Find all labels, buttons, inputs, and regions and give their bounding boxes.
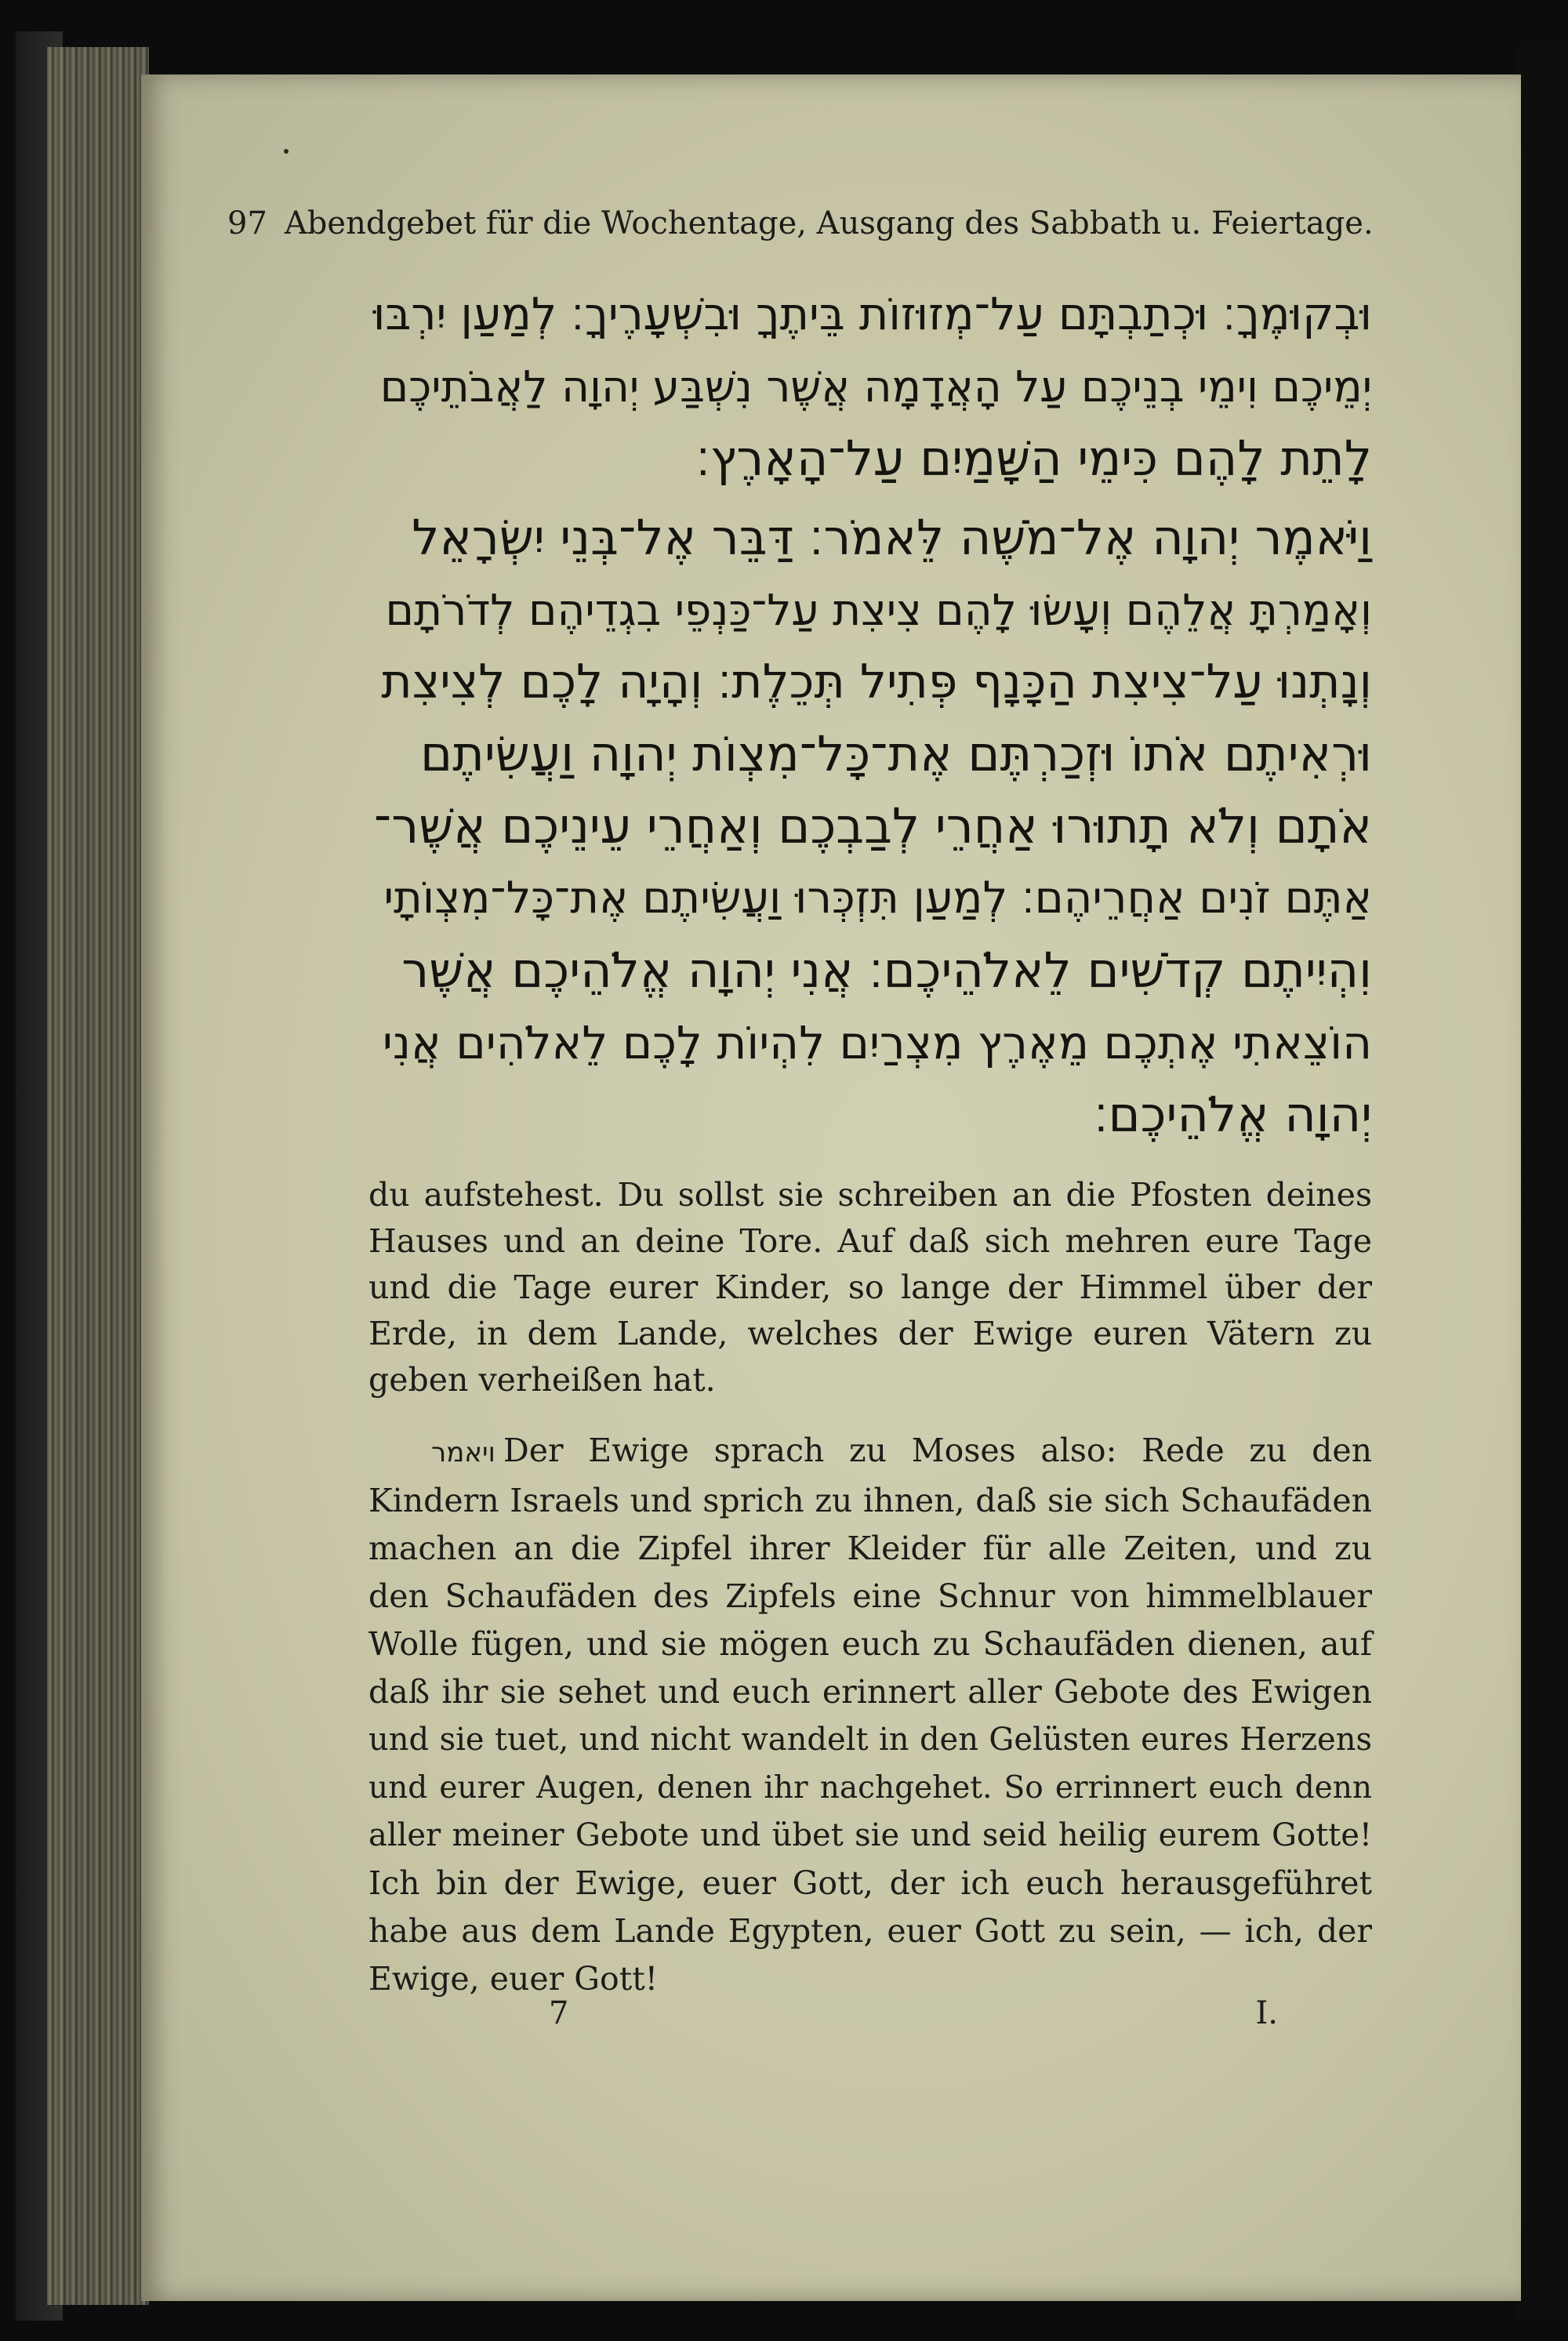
hebrew-line: וְנָתְנוּ עַל־צִיצִת הַכָּנָף פְּתִיל תְּכֵלֶת׃ וְהָיָה לָכֶם לְצִיצִת xyxy=(381,655,1372,710)
german-line: daß ihr sie sehet und euch erinnert aller Gebote des Ewigen xyxy=(368,1673,1372,1711)
hebrew-line: יְהוָה אֱלֹהֵיכֶם׃ xyxy=(1094,1086,1372,1143)
german-line: und die Tage eurer Kinder, so lange der Himmel über der xyxy=(368,1268,1372,1306)
hebrew-line: וּבְקוּמֶךָ׃ וּכְתַבְתָּם עַל־מְזוּזוֹת בֵּיתֶךָ וּבִשְׁעָרֶיךָ׃ לְמַעַן יִרְבּוּ xyxy=(372,289,1372,340)
german-line: habe aus dem Lande Egypten, euer Gott zu sein, — ich, der xyxy=(368,1912,1372,1950)
german-line: Kindern Israels und sprich zu ihnen, daß sie sich Schaufäden xyxy=(368,1482,1372,1519)
german-line: Wolle fügen, und sie mögen euch zu Schaufäden dienen, auf xyxy=(368,1625,1372,1663)
running-head xyxy=(227,205,1372,241)
ink-speck xyxy=(284,149,289,154)
running-head-title: Abendgebet für die Wochentage, Ausgang des Sabbath u. Feiertage. xyxy=(284,205,1374,241)
volume-mark: I. xyxy=(1255,1995,1278,2031)
scan-background-right xyxy=(1517,47,1568,2321)
hebrew-line: וְאָמַרְתָּ אֲלֵהֶם וְעָשׂוּ לָהֶם צִיצִת עַל־כַּנְפֵי בִגְדֵיהֶם לְדֹרֹתָם xyxy=(385,585,1372,635)
hebrew-line: אֹתָם וְלֹא תָתוּרוּ אַחֲרֵי לְבַבְכֶם וְאַחֲרֵי עֵינֵיכֶם אֲשֶׁר־ xyxy=(373,797,1372,855)
german-line-text: Der Ewige sprach zu Moses also: Rede zu den xyxy=(503,1432,1372,1469)
german-line: geben verheißen hat. xyxy=(368,1361,716,1399)
german-line: machen an die Zipfel ihrer Kleider für alle Zeiten, und zu xyxy=(368,1530,1372,1567)
hebrew-line: יְמֵיכֶם וִימֵי בְנֵיכֶם עַל הָאֲדָמָה אֲשֶׁר נִשְׁבַּע יְהוָה לַאֲבֹתֵיכֶם xyxy=(379,361,1372,412)
german-line: du aufstehest. Du sollst sie schreiben an die Pfosten deines xyxy=(368,1176,1372,1214)
german-passage-1 xyxy=(368,1172,1372,1403)
hebrew-incipit: ויאמר xyxy=(431,1437,495,1468)
hebrew-line: הוֹצֵאתִי אֶתְכֶם מֵאֶרֶץ מִצְרַיִם לִהְיוֹת לָכֶם לֵאלֹהִים אֲנִי xyxy=(382,1016,1372,1069)
german-line: Ich bin der Ewige, euer Gott, der ich euch herausgeführet xyxy=(368,1864,1372,1902)
german-line: Erde, in dem Lande, welches der Ewige euren Vätern zu xyxy=(368,1315,1372,1352)
hebrew-line: וּרְאִיתֶם אֹתוֹ וּזְכַרְתֶּם אֶת־כָּל־מִצְוֹת יְהוָה וַעֲשִׂיתֶם xyxy=(420,725,1372,782)
page-stack-edge xyxy=(47,47,149,2305)
german-line: den Schaufäden des Zipfels eine Schnur von himmelblauer xyxy=(368,1577,1372,1615)
hebrew-passage-2 xyxy=(368,502,1372,1151)
german-line: und eurer Augen, denen ihr nachgehet. So errinnert euch denn xyxy=(368,1770,1372,1806)
hebrew-line: וִהְיִיתֶם קְדֹשִׁים לֵאלֹהֵיכֶם׃ אֲנִי יְהוָה אֱלֹהֵיכֶם אֲשֶׁר xyxy=(401,942,1372,999)
page-number: 97 xyxy=(227,205,267,241)
signature-mark: 7 xyxy=(549,1995,569,2031)
hebrew-line: לָתֵת לָהֶם כִּימֵי הַשָּׁמַיִם עַל־הָאָרֶץ׃ xyxy=(695,430,1372,487)
german-passage-2 xyxy=(368,1427,1372,2003)
hebrew-line: וַיֹּאמֶר יְהוָה אֶל־מֹשֶׁה לֵּאמֹר׃ דַּבֵּר אֶל־בְּנֵי יִשְׂרָאֵל xyxy=(412,509,1372,566)
hebrew-line: אַתֶּם זֹנִים אַחֲרֵיהֶם׃ לְמַעַן תִּזְכְּרוּ וַעֲשִׂיתֶם אֶת־כָּל־מִצְוֹתָי xyxy=(383,873,1372,924)
hebrew-passage-1 xyxy=(368,278,1372,495)
german-line: Hauses und an deine Tore. Auf daß sich mehren eure Tage xyxy=(368,1222,1372,1260)
german-line: aller meiner Gebote und übet sie und seid heilig eurem Gotte! xyxy=(368,1817,1372,1853)
page-footer xyxy=(549,1995,1278,2031)
german-first-line xyxy=(368,1427,1372,1477)
german-line: und sie tuet, und nicht wandelt in den Gelüsten eures Herzens xyxy=(368,1722,1372,1758)
german-line: Ewige, euer Gott! xyxy=(368,1960,659,1998)
